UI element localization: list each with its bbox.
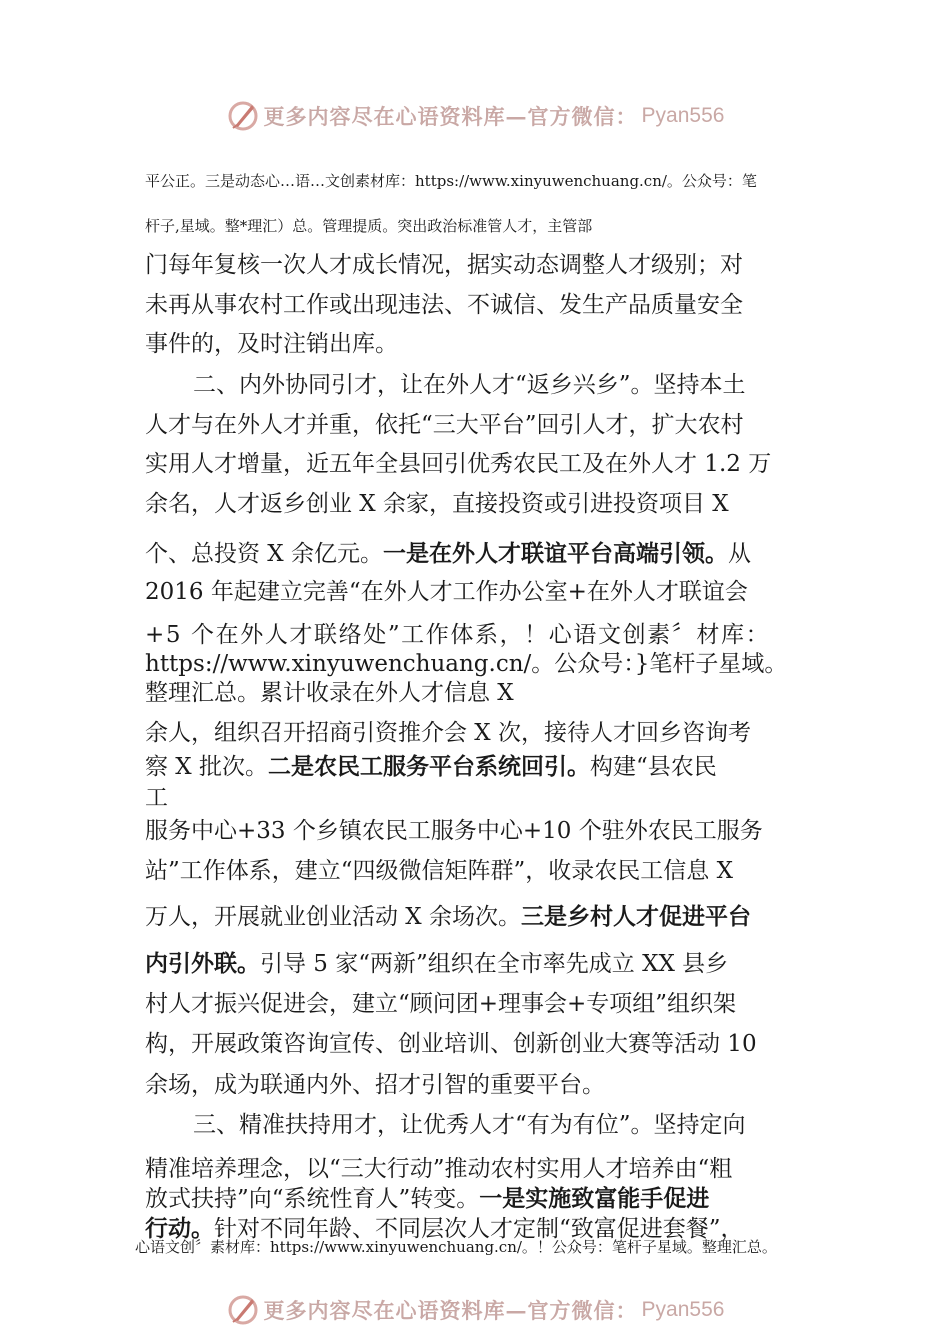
- body-text: 事件的，及时注销出库。: [145, 331, 398, 357]
- body-text: 放式扶持”向“系统性育人”转变。: [145, 1186, 480, 1212]
- body-text: 工: [145, 785, 168, 811]
- text-line: [145, 1066, 605, 1099]
- header-banner: [0, 96, 950, 136]
- body-text: 三、精准扶持用才，让优秀人才“有为有位”。坚持定向: [193, 1112, 746, 1138]
- text-line: [145, 406, 744, 439]
- text-line: [145, 748, 717, 781]
- banner-account: Pyan556: [641, 1298, 725, 1321]
- body-text: 察 X 批次。: [145, 754, 268, 780]
- bold-heading-text: 二是农民工服务平台系统回引。: [268, 754, 590, 780]
- bold-heading-text: 行动。: [145, 1216, 214, 1242]
- body-text: 实用人才增量，近五年全县回引优秀农民工及在外人才 1.2 万: [145, 451, 772, 477]
- text-line: [145, 1180, 709, 1213]
- body-text: 构，开展政策咨询宣传、创业培训、创新创业大赛等活动 10: [145, 1031, 757, 1057]
- footer-banner: [0, 1290, 950, 1330]
- text-line: [145, 170, 757, 191]
- body-text: 心语文创〞素材库：https://www.xinyuwenchuang.cn/。！公众号：笔杆子星域。整理汇总。: [135, 1238, 777, 1256]
- bold-heading-text: 一是实施致富能手促进: [479, 1186, 710, 1212]
- bold-heading-text: 内引外联。: [145, 951, 260, 977]
- text-line: [145, 945, 728, 978]
- text-line: [145, 779, 168, 812]
- body-text: 整理汇总。累计收录在外人才信息 X: [145, 680, 514, 706]
- body-text: 村人才振兴促进会，建立“顾问团+理事会+专项组”组织架: [145, 991, 737, 1017]
- text-line: [145, 714, 751, 747]
- text-line: [145, 445, 771, 478]
- text-line: [145, 985, 736, 1018]
- body-text: 针对不同年龄、不同层次人才定制“致富促进套餐”，: [214, 1216, 744, 1242]
- body-text: 余名，人才返乡创业 X 余家，直接投资或引进投资项目 X: [145, 491, 729, 517]
- banner-account: Pyan556: [641, 104, 725, 127]
- body-text: +5 个在外人才联络处”工作体系，！心语文创素〞材库：: [145, 622, 771, 648]
- body-text: 站”工作体系，建立“四级微信矩阵群”，收录农民工信息 X: [145, 858, 733, 884]
- text-line: [145, 215, 592, 236]
- text-line: [145, 1025, 757, 1058]
- text-line: [145, 485, 729, 518]
- text-line: [145, 898, 751, 931]
- body-text: 精准培养理念，以“三大行动”推动农村实用人才培养由“粗: [145, 1156, 733, 1182]
- text-line: [145, 812, 763, 845]
- quill-logo-icon: [226, 99, 260, 133]
- bold-heading-text: 一是在外人才联谊平台高端引领。: [383, 541, 728, 567]
- body-text: 引导 5 家“两新”组织在全市率先成立 XX 县乡: [260, 951, 729, 977]
- text-line: [145, 573, 748, 606]
- text-line: [193, 366, 746, 399]
- text-line: [145, 1150, 732, 1183]
- body-text: 二、内外协同引才，让在外人才“返乡兴乡”。坚持本土: [193, 372, 746, 398]
- text-line: [145, 286, 743, 319]
- body-text: 服务中心+33 个乡镇农民工服务中心+10 个驻外农民工服务: [145, 818, 763, 844]
- body-text: 余场，成为联通内外、招才引智的重要平台。: [145, 1072, 605, 1098]
- body-text: 万人，开展就业创业活动 X 余场次。: [145, 904, 521, 930]
- banner-text: 更多内容尽在心语资料库—官方微信：: [263, 104, 638, 129]
- bold-heading-text: 三是乡村人才促进平台: [521, 904, 751, 930]
- body-text: 余人，组织召开招商引资推介会 X 次，接待人才回乡咨询考: [145, 720, 751, 746]
- text-line: [145, 325, 398, 358]
- body-text: 平公正。三是动态心…语…文创素材库：https://www.xinyuwenchuang.cn/。公众号：笔: [145, 172, 757, 190]
- body-text: 人才与在外人才并重，依托“三大平台”回引人才，扩大农村: [145, 412, 744, 438]
- text-line: [145, 535, 751, 568]
- body-text: 个、总投资 X 余亿元。: [145, 541, 383, 567]
- body-text: 从: [728, 541, 751, 567]
- text-line: [135, 1236, 777, 1257]
- body-text: 门每年复核一次人才成长情况，据实动态调整人才级别；对: [145, 252, 743, 278]
- body-text: 2016 年起建立完善“在外人才工作办公室+在外人才联谊会: [145, 579, 748, 605]
- text-line: [145, 852, 733, 885]
- body-text: 未再从事农村工作或出现违法、不诚信、发生产品质量安全: [145, 292, 743, 318]
- text-line: [193, 1106, 746, 1139]
- text-line: [145, 246, 743, 279]
- banner-text: 更多内容尽在心语资料库—官方微信：: [263, 1298, 638, 1323]
- text-line: [145, 674, 514, 707]
- quill-logo-icon: [226, 1293, 260, 1327]
- body-text: https://www.xinyuwenchuang.cn/。公众号：}笔杆子星域。: [145, 651, 788, 677]
- body-text: 杆子,星域。整*理汇）总。管理提质。突出政治标准管人才，主管部: [145, 217, 593, 235]
- body-text: 构建“县农民: [590, 754, 717, 780]
